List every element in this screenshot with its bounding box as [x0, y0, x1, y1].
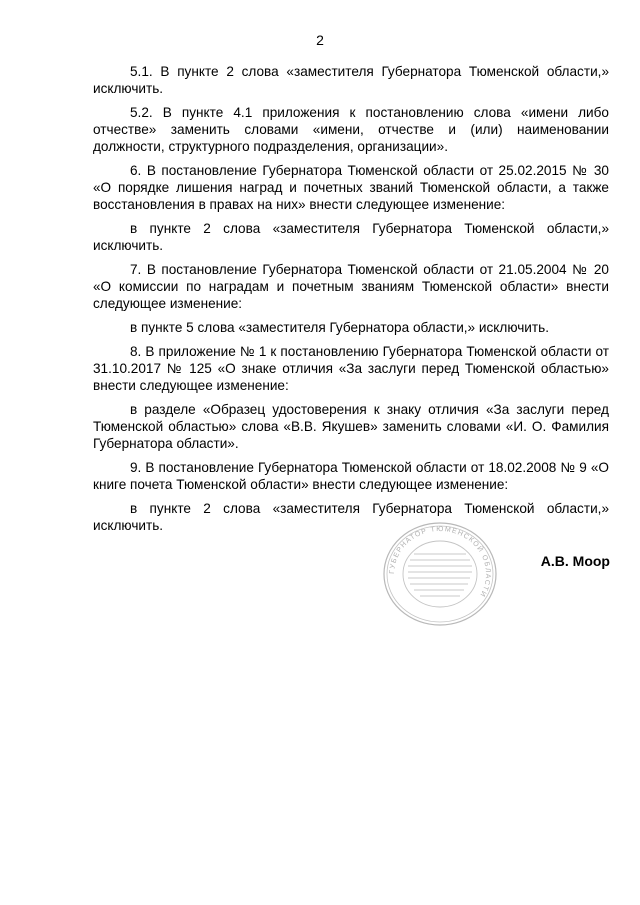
paragraph-6: 6. В постановление Губернатора Тюменской области от 25.02.2015 № 30 «О порядке лишения наград и почетных званий Тюменской области, а также восстановления в правах на них» внести следующее изменение: — [93, 163, 609, 212]
svg-text:ГУБЕРНАТОР ТЮМЕНСКОЙ ОБЛАСТИ — [389, 526, 491, 598]
paragraph-8: 8. В приложение № 1 к постановлению Губернатора Тюменской области от 31.10.2017 № 125 «О знаке отличия «За заслуги перед Тюменской областью» внести следующее изменение: — [93, 344, 609, 393]
paragraph-8-change: в разделе «Образец удостоверения к знаку отличия «За заслуги перед Тюменской областью» слова «В.В. Якушев» заменить словами «И. О. Фамилия Губернатора области». — [93, 402, 609, 451]
official-seal-stamp — [380, 522, 500, 627]
paragraph-7-change: в пункте 5 слова «заместителя Губернатора области,» исключить. — [130, 320, 549, 335]
paragraph-7: 7. В постановление Губернатора Тюменской области от 21.05.2004 № 20 «О комиссии по наградам и почетным званиям Тюменской области» внести следующее изменение: — [93, 262, 609, 311]
paragraph-5-1: 5.1. В пункте 2 слова «заместителя Губернатора Тюменской области,» исключить. — [93, 64, 609, 96]
signatory-name: А.В. Моор — [540, 553, 610, 569]
paragraph-9: 9. В постановление Губернатора Тюменской области от 18.02.2008 № 9 «О книге почета Тюменской области» внести следующее изменение: — [93, 460, 609, 492]
paragraph-6-change: в пункте 2 слова «заместителя Губернатора Тюменской области,» исключить. — [93, 221, 609, 253]
paragraph-5-2: 5.2. В пункте 4.1 приложения к постановлению слова «имени либо отчестве» заменить словами «имени, отчестве и (или) наименовании должности, структурного подразделения, организации». — [93, 105, 609, 154]
paragraph-9-change: в пункте 2 слова «заместителя Губернатора Тюменской области,» исключить. — [93, 501, 609, 533]
document-body — [93, 63, 609, 541]
seal-ring-text: ГУБЕРНАТОР ТЮМЕНСКОЙ ОБЛАСТИ — [388, 525, 492, 599]
page-number: 2 — [316, 32, 324, 48]
